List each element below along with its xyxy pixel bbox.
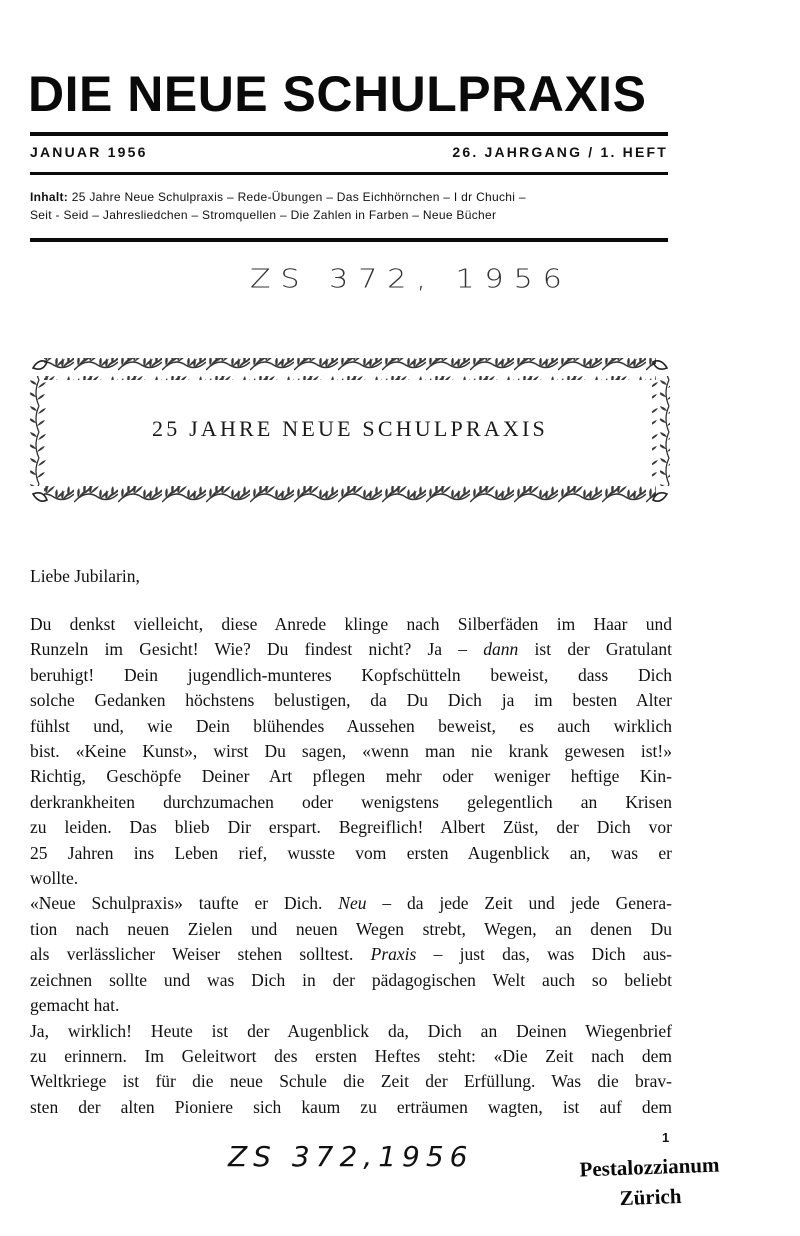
text-run: – just das, was Dich aus- xyxy=(416,944,672,965)
body-line: sten der alten Pioniere sich kaum zu erträumen wagten, ist auf dem xyxy=(30,1096,672,1117)
body-line: tion nach neuen Zielen und neuen Wegen strebt, Wegen, an denen Du xyxy=(30,918,672,939)
masthead-rule-top xyxy=(30,132,668,136)
text-run: «Neue Schulpraxis» taufte er Dich. xyxy=(30,893,339,914)
issue-line xyxy=(30,144,668,160)
toc-label: Inhalt: xyxy=(30,190,69,204)
ornamental-frame xyxy=(30,354,670,508)
body-line: zu erinnern. Im Geleitwort des ersten Heftes steht: «Die Zeit nach dem xyxy=(30,1045,672,1066)
body-line xyxy=(30,637,672,662)
emphasis: Praxis xyxy=(370,944,417,965)
toc-line-1 xyxy=(30,188,670,206)
article-heading: 25 JAHRE NEUE SCHULPRAXIS xyxy=(152,416,548,441)
text-run: als verlässlicher Weiser stehen solltest. xyxy=(30,944,371,965)
body-line: beruhigt! Dein jugendlich-munteres Kopfschütteln beweist, dass Dich xyxy=(30,664,672,685)
article-body xyxy=(30,612,672,1120)
body-line: Weltkriege ist für die neue Schule die Zeit der Erfüllung. Was die brav- xyxy=(30,1071,672,1092)
body-line: 25 Jahren ins Leben rief, wusste vom ersten Augenblick an, was er xyxy=(30,842,672,863)
body-line xyxy=(30,891,672,916)
body-line: derkrankheiten durchzumachen oder wenigstens gelegentlich an Krisen xyxy=(30,791,672,812)
body-line: Du denkst vielleicht, diese Anrede klinge nach Silberfäden im Haar und xyxy=(30,614,672,634)
body-line: solche Gedanken höchstens belustigen, da Du Dich ja im besten Alter xyxy=(30,690,672,711)
masthead-rule-bottom xyxy=(30,238,668,242)
stamp-line-2: Zürich xyxy=(619,1183,682,1211)
handwritten-shelfmark-bottom: ZS 372,1956 xyxy=(228,1140,474,1173)
stamp-line-1: Pestalozzianum xyxy=(579,1152,720,1182)
emphasis: Neu xyxy=(338,893,367,914)
emphasis: dann xyxy=(483,639,519,660)
body-line: Ja, wirklich! Heute ist der Augenblick da, Dich an Deinen Wiegenbrief xyxy=(30,1020,672,1041)
masthead-rule-middle xyxy=(30,172,668,175)
body-line: zu leiden. Das blieb Dir erspart. Begreiflich! Albert Züst, der Dich vor xyxy=(30,817,672,838)
body-line: bist. «Keine Kunst», wirst Du sagen, «wenn man nie krank gewesen ist!» xyxy=(30,741,672,762)
issue-volume: 26. JAHRGANG / 1. HEFT xyxy=(452,144,668,160)
library-stamp xyxy=(549,1149,751,1216)
masthead-title: DIE NEUE SCHULPRAXIS xyxy=(28,66,647,122)
toc-line-1-text: 25 Jahre Neue Schulpraxis – Rede-Übungen – Das Eichhörnchen – I dr Chuchi – xyxy=(71,190,526,204)
page-number: 1 xyxy=(662,1130,670,1145)
handwritten-shelfmark-top: ZS 372, 1956 xyxy=(250,264,572,295)
body-line xyxy=(30,942,672,967)
text-run: ist der Gratulant xyxy=(518,639,672,660)
body-line: Richtig, Geschöpfe Deiner Art pflegen mehr oder weniger heftige Kin- xyxy=(30,766,672,787)
issue-date: JANUAR 1956 xyxy=(30,144,148,160)
body-line: zeichnen sollte und was Dich in der pädagogischen Welt auch so beliebt xyxy=(30,969,672,990)
body-line: fühlst und, wie Dein blühendes Aussehen beweist, es auch wirklich xyxy=(30,715,672,736)
table-of-contents xyxy=(30,188,670,224)
toc-line-2: Seit - Seid – Jahresliedchen – Stromquellen – Die Zahlen in Farben – Neue Bücher xyxy=(30,208,497,222)
body-line: wollte. xyxy=(30,868,79,889)
body-line: gemacht hat. xyxy=(30,995,120,1016)
text-run: – da jede Zeit und jede Genera- xyxy=(366,893,672,914)
text-run: Runzeln im Gesicht! Wie? Du findest nicht? Ja – xyxy=(30,639,484,660)
salutation: Liebe Jubilarin, xyxy=(30,566,140,586)
